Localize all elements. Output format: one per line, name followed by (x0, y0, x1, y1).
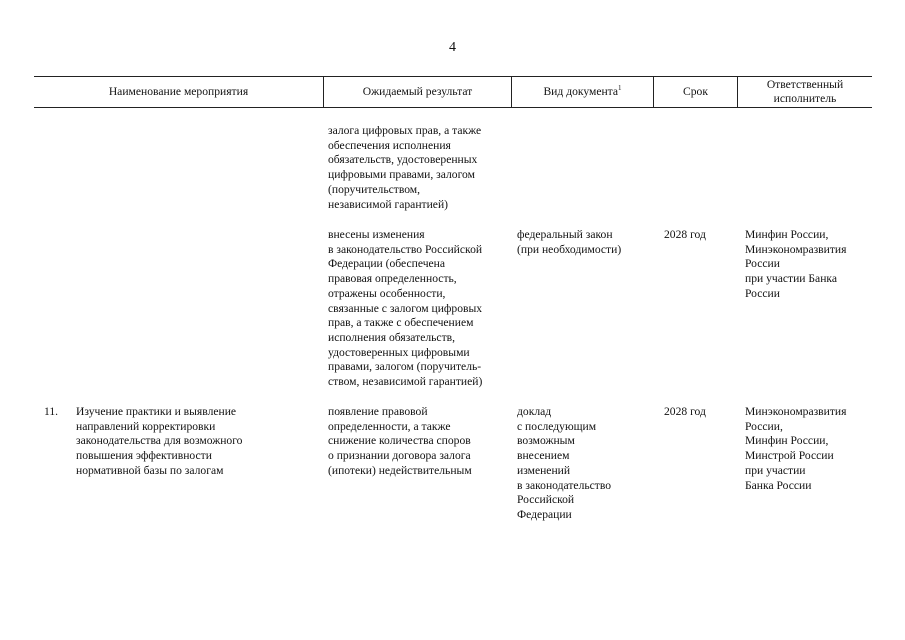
text-line: 2028 год (664, 405, 706, 418)
text-line: (поручительством, (328, 182, 421, 196)
header-name-label: Наименование мероприятия (108, 85, 249, 98)
text-line: удостоверенных цифровыми (328, 345, 470, 359)
text-line: залога цифровых прав, а также (328, 124, 482, 137)
text-line: появление правовой (328, 405, 428, 418)
header-doc-type-label (543, 85, 621, 99)
text-line: Минэкономразвития (745, 242, 847, 256)
text-line: ством, независимой гарантией) (328, 375, 483, 389)
text-line: обеспечения исполнения (328, 138, 451, 152)
header-responsible-line: исполнитель (773, 92, 837, 105)
deadline-cell (664, 405, 706, 420)
text-line: Федерации (обеспечена (328, 257, 446, 271)
text-line: снижение количества споров (328, 434, 471, 448)
text-line: связанные с залогом цифровых (328, 301, 483, 315)
text-line: внесены изменения (328, 228, 425, 241)
text-line: возможным (517, 434, 575, 448)
header-result-label: Ожидаемый результат (362, 85, 473, 98)
text-line: правами, залогом (поручитель- (328, 360, 482, 374)
text-line: Изучение практики и выявление (76, 405, 237, 418)
header-doc-type-footnote: 1 (618, 84, 622, 93)
header-name (34, 77, 323, 107)
text-line: Российской (517, 493, 575, 507)
header-deadline (654, 77, 737, 107)
text-line: при участии Банка (745, 272, 838, 286)
text-line: России (745, 257, 780, 271)
responsible-cell (745, 405, 846, 493)
text-line: России (745, 286, 780, 300)
result-cell (328, 228, 482, 390)
deadline-cell (664, 228, 706, 243)
header-deadline-label: Срок (683, 85, 708, 98)
text-line: исполнения обязательств, (328, 330, 456, 344)
text-line: 11. (44, 405, 59, 418)
text-line: определенности, а также (328, 419, 451, 433)
text-line: при участии (745, 463, 806, 477)
header-doc-type-text: Вид документа (543, 85, 619, 98)
text-line: (ипотеки) недействительным (328, 463, 472, 477)
text-line: Минстрой России (745, 449, 834, 463)
header-responsible-line: Ответственный (766, 78, 844, 91)
text-line: обязательств, удостоверенных (328, 153, 478, 167)
result-cell (328, 405, 472, 479)
header-responsible (738, 77, 872, 107)
text-line: законодательства для возможного (76, 434, 243, 448)
text-line: Федерации (517, 507, 572, 521)
doc-type-cell (517, 405, 611, 523)
text-line: (при необходимости) (517, 242, 622, 256)
text-line: направлений корректировки (76, 419, 216, 433)
name-cell (76, 405, 242, 479)
text-line: повышения эффективности (76, 449, 212, 463)
text-line: правовая определенность, (328, 272, 457, 286)
responsible-cell (745, 228, 846, 302)
text-line: Минфин России, (745, 228, 829, 241)
text-line: в законодательство (517, 478, 612, 492)
header-bottom-border (34, 107, 872, 108)
text-line: 2028 год (664, 228, 706, 241)
text-line: федеральный закон (517, 228, 613, 241)
text-line: в законодательство Российской (328, 242, 483, 256)
text-line: с последующим (517, 419, 597, 433)
doc-type-cell (517, 228, 621, 257)
text-line: России, (745, 419, 783, 433)
text-line: изменений (517, 463, 571, 477)
text-line: внесением (517, 449, 570, 463)
text-line: прав, а также с обеспечением (328, 316, 474, 330)
text-line: Минэкономразвития (745, 405, 847, 418)
page-number: 4 (449, 40, 456, 55)
text-line: Банка России (745, 478, 812, 492)
text-line: отражены особенности, (328, 286, 446, 300)
text-line: нормативной базы по залогам (76, 463, 224, 477)
row-number (44, 405, 58, 420)
header-result (324, 77, 511, 107)
header-doc-type (512, 77, 653, 107)
text-line: независимой гарантией) (328, 197, 449, 211)
text-line: Минфин России, (745, 434, 829, 448)
text-line: доклад (517, 405, 552, 418)
text-line: о признании договора залога (328, 449, 471, 463)
result-cell (328, 124, 481, 212)
text-line: цифровыми правами, залогом (328, 168, 475, 182)
